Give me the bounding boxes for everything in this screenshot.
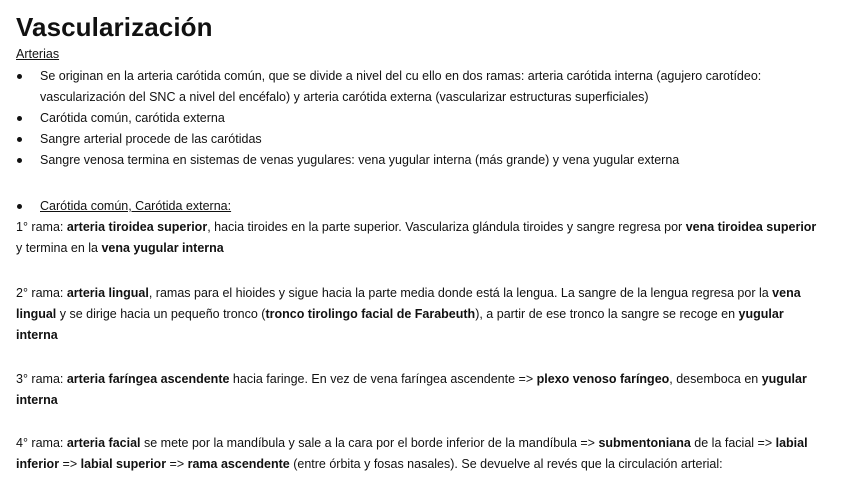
subheading: Carótida común, Carótida externa: (16, 196, 231, 217)
bold-term: rama ascendente (187, 457, 290, 471)
bold-term: yugular interna (16, 372, 807, 407)
bold-term: labial inferior (16, 436, 808, 471)
bold-term: vena yugular interna (101, 241, 224, 255)
text: 2° rama: (16, 286, 67, 300)
text: (entre órbita y fosas nasales). Se devuelve al revés que la circulación arterial: (289, 457, 723, 471)
text: , hacia tiroides en la parte superior. Vasculariza glándula tiroides y sangre regresa por (207, 220, 686, 234)
text: 4° rama: (16, 436, 67, 450)
bold-term: tronco tirolingo facial de Farabeuth (265, 307, 476, 321)
text: de la facial => (690, 436, 776, 450)
text: , desemboca en (669, 372, 762, 386)
list-item: Se originan en la arteria carótida común, que se divide a nivel del cu ello en dos ramas: arteria carótida interna (agujero carotídeo: vascularización del SNC a nivel del encéfalo) y arteria carótida externa (vascularizar estructuras superficiales) (16, 66, 826, 108)
paragraph-rama-1 (16, 217, 826, 259)
bullet-list (16, 66, 826, 171)
text: 1° rama: (16, 220, 67, 234)
page-title: Vascularización (16, 12, 213, 42)
bold-term: submentoniana (598, 436, 691, 450)
text: ), a partir de ese tronco la sangre se recoge en (475, 307, 739, 321)
text: y se dirige hacia un pequeño tronco ( (56, 307, 266, 321)
bold-term: arteria faríngea ascendente (66, 372, 230, 386)
list-item: Sangre arterial procede de las carótidas (16, 129, 826, 150)
paragraph-rama-2 (16, 283, 826, 346)
list-item: Sangre venosa termina en sistemas de venas yugulares: vena yugular interna (más grande) y vena yugular externa (16, 150, 826, 171)
list-item: Carótida común, carótida externa (16, 108, 826, 129)
bold-term: labial superior (80, 457, 167, 471)
bold-term: arteria tiroidea superior (66, 220, 208, 234)
text: => (59, 457, 81, 471)
bold-term: plexo venoso faríngeo (536, 372, 670, 386)
paragraph-rama-3 (16, 369, 826, 411)
text: se mete por la mandíbula y sale a la cara por el borde inferior de la mandíbula => (140, 436, 599, 450)
text: => (166, 457, 188, 471)
text: 3° rama: (16, 372, 67, 386)
paragraph-rama-4 (16, 433, 826, 475)
bold-term: arteria facial (66, 436, 141, 450)
section-heading: Arterias (16, 47, 60, 61)
bold-term: vena tiroidea superior (685, 220, 817, 234)
text: hacia faringe. En vez de vena faríngea ascendente => (229, 372, 537, 386)
bold-term: arteria lingual (66, 286, 149, 300)
text: , ramas para el hioides y sigue hacia la parte media donde está la lengua. La sangre de la lengua regresa por la (148, 286, 773, 300)
bold-term: vena lingual (16, 286, 801, 321)
bold-term: yugular interna (16, 307, 784, 342)
text: y termina en la (16, 241, 102, 255)
